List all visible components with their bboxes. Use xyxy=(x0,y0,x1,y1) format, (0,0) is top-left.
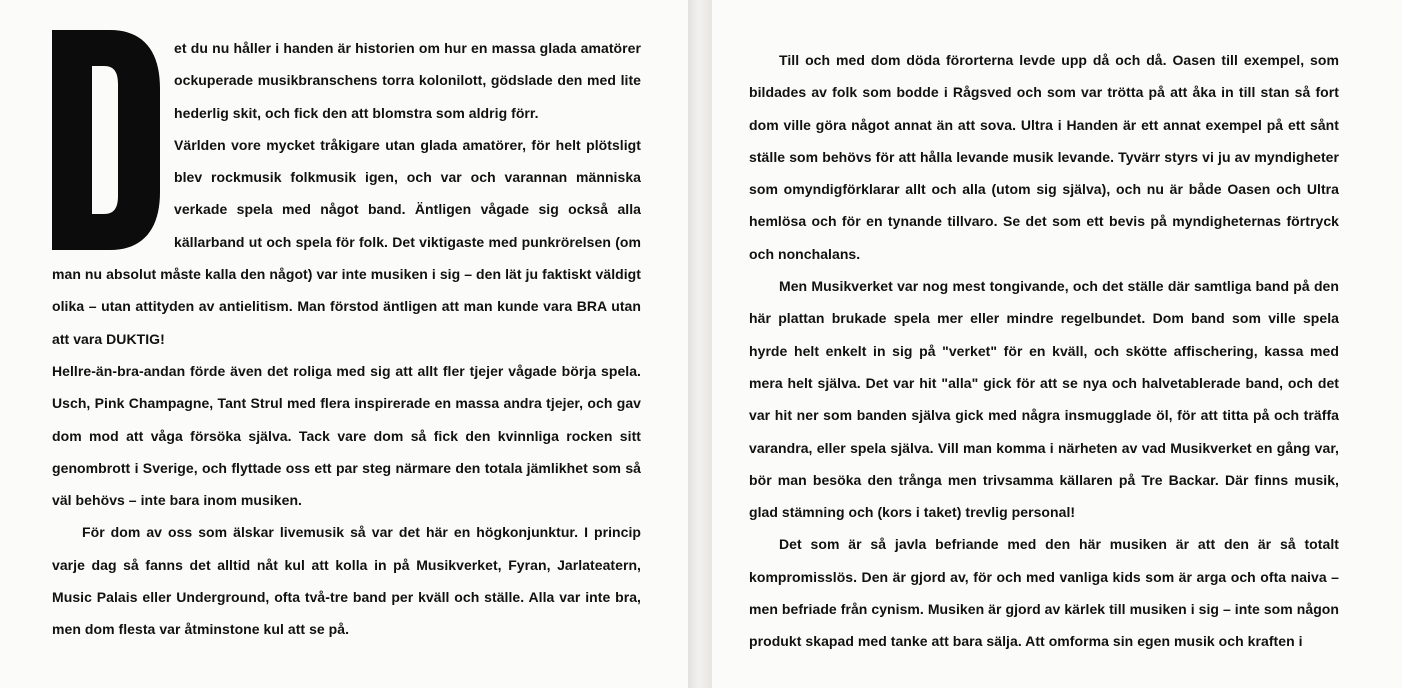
paragraph-1: et du nu håller i handen är historien om hur en massa glada amatörer ockuperade musikbranschens torra kolonilott, gödslade den med lite hederlig skit, och fick den att blomstra som aldrig förr. xyxy=(174,40,641,121)
paragraph-3: Hellre-än-bra-andan förde även det roliga med sig att allt fler tjejer vågade börja spela. Usch, Pink Champagne, Tant Strul med flera inspirerade en massa andra tjejer, och gav dom mod att våga försöka själva. Tack vare dom så fick den kvinnliga rocken sitt genombrott i Sverige, och flyttade oss ett par steg närmare den totala jämlikhet som så väl behövs – inte bara inom musiken. xyxy=(52,362,641,509)
paragraph-5: Till och med dom döda förorterna levde upp då och då. Oasen till exempel, som bildades av folk som bodde i Rågsved och som var trötta på att åka in till stan så fort dom ville göra något annat än att sova. Ultra i Handen är ett annat exempel på ett sånt ställe som behövs för att hålla levande musik levande. Tyvärr styrs vi ju av myndigheter som omyndigförklarar allt och alla (utom sig själva), och nu är både Oasen och Ultra hemlösa och för en tynande tillvaro. Se det som ett bevis på myndigheternas förtryck och nonchalans. xyxy=(749,52,1339,262)
left-page xyxy=(0,0,688,688)
left-text-column xyxy=(52,32,641,646)
paragraph-7: Det som är så javla befriande med den här musiken är att den är så totalt kompromisslös. Den är gjord av, för och med vanliga kids som är arga och ofta naiva – men befriade från cynism. Musiken är gjord av kärlek till musiken i sig – inte som någon produkt skapad med tanke att bara sälja. Att omforma sin egen musik och kraften i xyxy=(749,536,1339,650)
right-text-column xyxy=(749,44,1339,658)
paragraph-4: För dom av oss som älskar livemusik så var det här en högkonjunktur. I princip varje dag så fanns det alltid nåt kul att kolla in på Musikverket, Fyran, Jarlateatern, Music Palais eller Underground, ofta två-tre band per kväll och ställe. Alla var inte bra, men dom flesta var åtminstone kul att se på. xyxy=(52,524,641,638)
book-gutter xyxy=(688,0,712,688)
right-page xyxy=(712,0,1402,688)
paragraph-2: Världen vore mycket tråkigare utan glada amatörer, för helt plötsligt blev rockmusik folkmusik igen, och var och varannan människa verkade spela med något band. Äntligen vågade sig också alla källarband ut och spela för folk. Det viktigaste med punkrörelsen (om man nu absolut måste kalla den något) var inte musiken i sig – den lät ju faktiskt väldigt olika – utan attityden av antielitism. Man förstod äntligen att man kunde vara BRA utan att vara DUKTIG! xyxy=(52,136,641,347)
paragraph-6: Men Musikverket var nog mest tongivande, och det ställe där samtliga band på den här plattan brukade spela mer eller mindre regelbundet. Dom band som ville spela hyrde helt enkelt in sig på "verket" för en kväll, och skötte affischering, kassa med mera helt själva. Det var hit "alla" gick för att se nya och halvetablerade band, och det var hit ner som banden själva gick med några insmugglade öl, för att titta på och träffa varandra, eller spela själva. Vill man komma i närheten av vad Musikverket en gång var, bör man besöka den trånga men trivsamma källaren på Tre Backar. Där finns musik, glad stämning och (kors i taket) trevlig personal! xyxy=(749,278,1339,521)
